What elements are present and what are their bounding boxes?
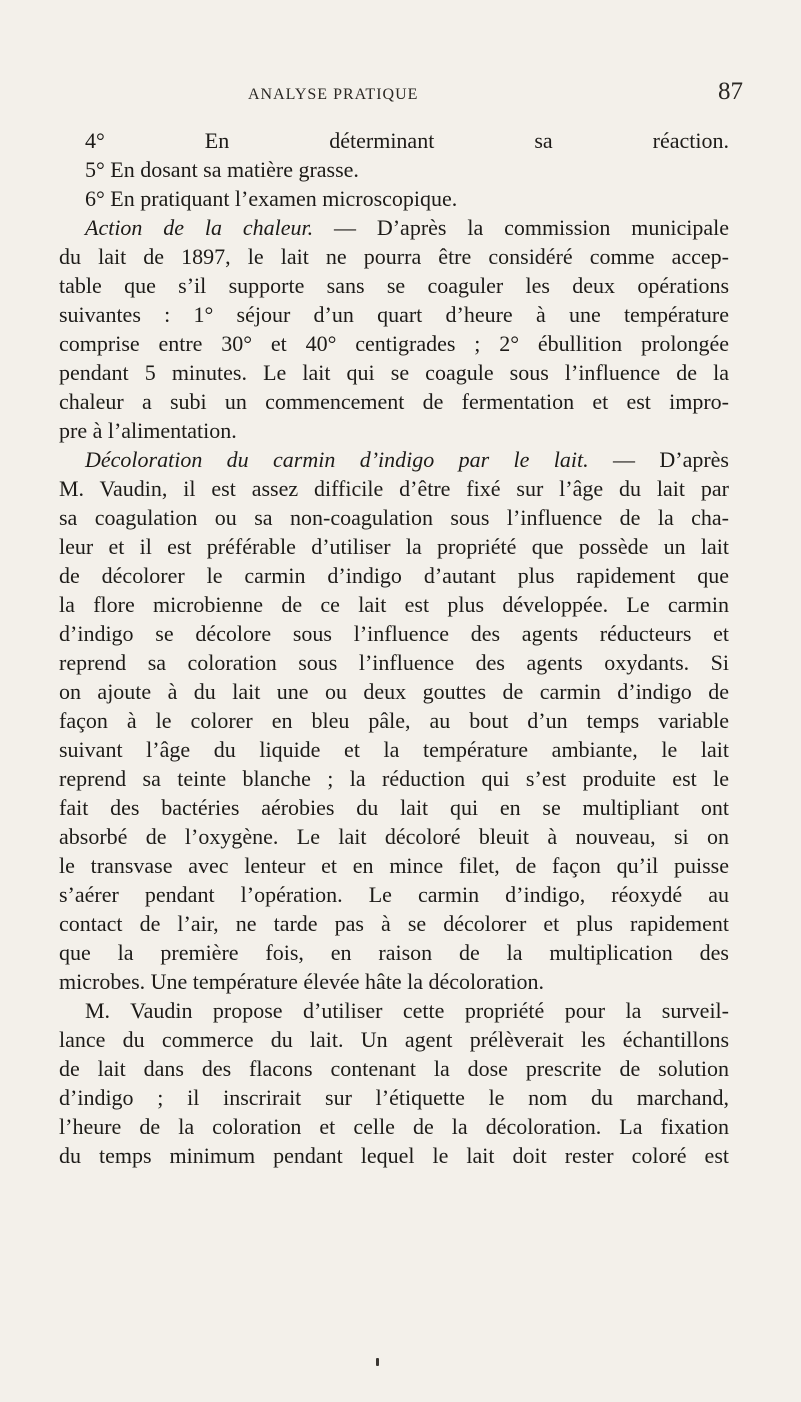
text-line: suivantes : 1° séjour d’un quart d’heure à une température xyxy=(59,302,729,327)
text-line: M. Vaudin propose d’utiliser cette propriété pour la surveil- xyxy=(85,998,729,1023)
section-heading-line: Décoloration du carmin d’indigo par le lait. — D’après xyxy=(85,447,729,472)
page-number: 87 xyxy=(718,78,743,105)
section-heading: Décoloration du carmin d’indigo par le lait. xyxy=(85,447,589,472)
text-line: d’indigo se décolore sous l’influence des agents réducteurs et xyxy=(59,621,729,646)
text-line: 5° En dosant sa matière grasse. xyxy=(85,157,359,182)
text-line: M. Vaudin, il est assez difficile d’être fixé sur l’âge du lait par xyxy=(59,476,729,501)
text-line: on ajoute à du lait une ou deux gouttes de carmin d’indigo de xyxy=(59,679,729,704)
text-line: de lait dans des flacons contenant la dose prescrite de solution xyxy=(59,1056,729,1081)
text-line: lance du commerce du lait. Un agent prélèverait les échantillons xyxy=(59,1027,729,1052)
ink-speck xyxy=(376,1358,379,1366)
text-line: reprend sa teinte blanche ; la réduction qui s’est produite est le xyxy=(59,766,729,791)
text-line: de décolorer le carmin d’indigo d’autant plus rapidement que xyxy=(59,563,729,588)
text-line: le transvase avec lenteur et en mince filet, de façon qu’il puisse xyxy=(59,853,729,878)
text-line: d’indigo ; il inscrirait sur l’étiquette le nom du marchand, xyxy=(59,1085,729,1110)
text-line: contact de l’air, ne tarde pas à se décolorer et plus rapidement xyxy=(59,911,729,936)
text-line: façon à le colorer en bleu pâle, au bout d’un temps variable xyxy=(59,708,729,733)
text-line: microbes. Une température élevée hâte la décoloration. xyxy=(59,969,544,994)
section-heading: Action de la chaleur. xyxy=(85,215,314,240)
text-line: leur et il est préférable d’utiliser la propriété que possède un lait xyxy=(59,534,729,559)
text-line: sa coagulation ou sa non-coagulation sous l’influence de la cha- xyxy=(59,505,729,530)
section-heading-line: Action de la chaleur. — D’après la commission municipale xyxy=(85,215,729,240)
running-head: ANALYSE PRATIQUE xyxy=(248,86,419,103)
text-line: pendant 5 minutes. Le lait qui se coagule sous l’influence de la xyxy=(59,360,729,385)
text-line: fait des bactéries aérobies du lait qui en se multipliant ont xyxy=(59,795,729,820)
text-line: table que s’il supporte sans se coaguler les deux opérations xyxy=(59,273,729,298)
text-line: s’aérer pendant l’opération. Le carmin d’indigo, réoxydé au xyxy=(59,882,729,907)
text-line: reprend sa coloration sous l’influence des agents oxydants. Si xyxy=(59,650,729,675)
text-line: suivant l’âge du liquide et la température ambiante, le lait xyxy=(59,737,729,762)
text-line: du lait de 1897, le lait ne pourra être considéré comme accep- xyxy=(59,244,729,269)
text-line: la flore microbienne de ce lait est plus développée. Le carmin xyxy=(59,592,729,617)
text-line: l’heure de la coloration et celle de la décoloration. La fixation xyxy=(59,1114,729,1139)
text-line: absorbé de l’oxygène. Le lait décoloré bleuit à nouveau, si on xyxy=(59,824,729,849)
text-line: que la première fois, en raison de la multiplication des xyxy=(59,940,729,965)
text-line: 6° En pratiquant l’examen microscopique. xyxy=(85,186,458,211)
text-line: pre à l’alimentation. xyxy=(59,418,237,443)
text-line: comprise entre 30° et 40° centigrades ; 2° ébullition prolongée xyxy=(59,331,729,356)
text-line: chaleur a subi un commencement de fermentation et est impro- xyxy=(59,389,729,414)
text-line: du temps minimum pendant lequel le lait doit rester coloré est xyxy=(59,1143,729,1168)
page-body xyxy=(59,126,729,1170)
text-line: 4° En déterminant sa réaction. xyxy=(85,128,729,153)
